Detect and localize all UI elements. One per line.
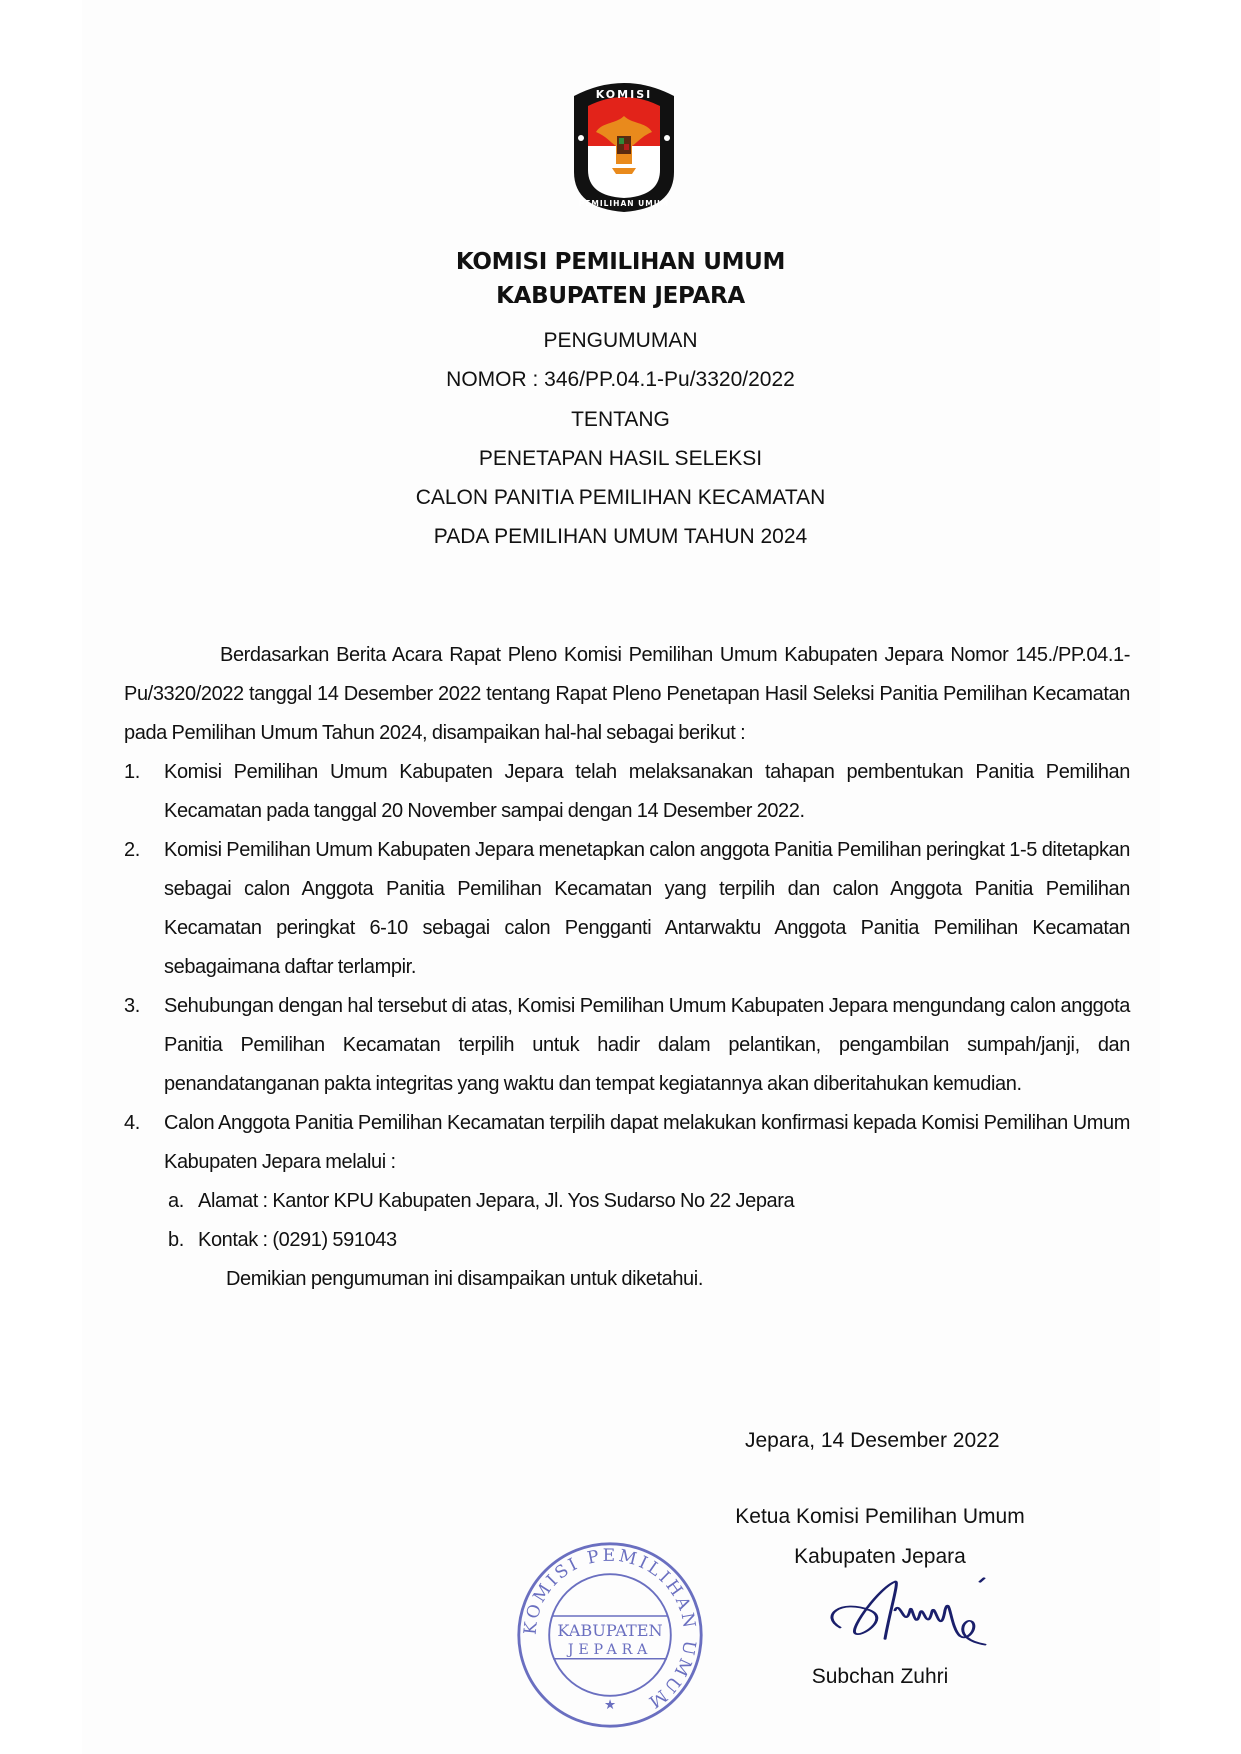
- document-body: [124, 636, 1130, 1299]
- kpu-logo-icon: [566, 76, 682, 214]
- list-item-number: 3.: [124, 995, 140, 1017]
- list-item-number: 1.: [124, 761, 140, 783]
- sub-item-text: Alamat : Kantor KPU Kabupaten Jepara, Jl. Yos Sudarso No 22 Jepara: [198, 1190, 795, 1212]
- document-title-line2: CALON PANITIA PEMILIHAN KECAMATAN: [415, 486, 826, 509]
- list-item-text: Calon Anggota Panitia Pemilihan Kecamatan terpilih dapat melakukan konfirmasi kepada Komisi Pemilihan Umum Kabupaten Jepara melalui :: [164, 1112, 1130, 1173]
- sub-item-label: b.: [168, 1229, 184, 1251]
- closing-sentence: Demikian pengumuman ini disampaikan untuk diketahui.: [226, 1268, 703, 1290]
- organization-name: KOMISI PEMILIHAN UMUM: [455, 249, 786, 275]
- signatory-role-line2: Kabupaten Jepara: [794, 1545, 966, 1568]
- document-title-line3: PADA PEMILIHAN UMUM TAHUN 2024: [433, 525, 808, 548]
- stamp-inner-text-1: KABUPATEN: [557, 1620, 663, 1640]
- list-item: [124, 1104, 1130, 1182]
- sub-item-text: Kontak : (0291) 591043: [198, 1229, 397, 1251]
- stamp-inner-text-2: JEPARA: [567, 1642, 653, 1658]
- list-item-text: Sehubungan dengan hal tersebut di atas, Komisi Pemilihan Umum Kabupaten Jepara mengundang calon anggota Panitia Pemilihan Kecamatan terpilih untuk hadir dalam pelantikan, pengambilan sumpah/janji, dan penandatanganan pakta integritas yang waktu dan tempat kegiatannya akan diberitahukan kemudian.: [164, 995, 1130, 1095]
- document-number: NOMOR : 346/PP.04.1-Pu/3320/2022: [446, 368, 795, 391]
- list-item: [124, 753, 1130, 831]
- document-title-line1: PENETAPAN HASIL SELEKSI: [478, 447, 763, 470]
- list-item-text: Komisi Pemilihan Umum Kabupaten Jepara menetapkan calon anggota Panitia Pemilihan peringkat 1-5 ditetapkan sebagai calon Anggota Panitia Pemilihan Kecamatan yang terpilih dan calon Anggota Panitia Pemilihan Kecamatan peringkat 6-10 sebagai calon Pengganti Antarwaktu Anggota Panitia Pemilihan Kecamatan sebagaimana daftar terlampir.: [164, 839, 1130, 978]
- contact-phone: [168, 1221, 1130, 1260]
- official-stamp: [515, 1540, 705, 1730]
- sub-item-label: a.: [168, 1190, 184, 1212]
- intro-paragraph: Berdasarkan Berita Acara Rapat Pleno Komisi Pemilihan Umum Kabupaten Jepara Nomor 145./PP.04.1-Pu/3320/2022 tanggal 14 Desember 2022 tentang Rapat Pleno Penetapan Hasil Seleksi Panitia Pemilihan Kecamatan pada Pemilihan Umum Tahun 2024, disampaikan hal-hal sebagai berikut :: [124, 644, 1130, 744]
- list-item-number: 2.: [124, 839, 140, 861]
- logo-bottom-text: PEMILIHAN UMUM: [578, 199, 670, 208]
- list-item-text: Komisi Pemilihan Umum Kabupaten Jepara telah melaksanakan tahapan pembentukan Panitia Pemilihan Kecamatan pada tanggal 20 November sampai dengan 14 Desember 2022.: [164, 761, 1130, 822]
- handwritten-signature: [800, 1576, 1000, 1656]
- svg-text:★: ★: [604, 1697, 616, 1713]
- list-item: [124, 831, 1130, 987]
- signatory-role-line1: Ketua Komisi Pemilihan Umum: [735, 1505, 1025, 1528]
- contact-address: [168, 1182, 1130, 1221]
- signatory-name: Subchan Zuhri: [811, 1665, 949, 1688]
- place-and-date: Jepara, 14 Desember 2022: [745, 1429, 1000, 1452]
- logo-top-text: KOMISI: [595, 88, 653, 101]
- document-type: PENGUMUMAN: [543, 329, 698, 352]
- organization-region: KABUPATEN JEPARA: [496, 283, 745, 309]
- stamp-outer-text: KOMISI PEMILIHAN UMUM: [520, 1545, 700, 1714]
- list-item: [124, 987, 1130, 1104]
- list-item-number: 4.: [124, 1112, 140, 1134]
- document-about: TENTANG: [571, 408, 670, 431]
